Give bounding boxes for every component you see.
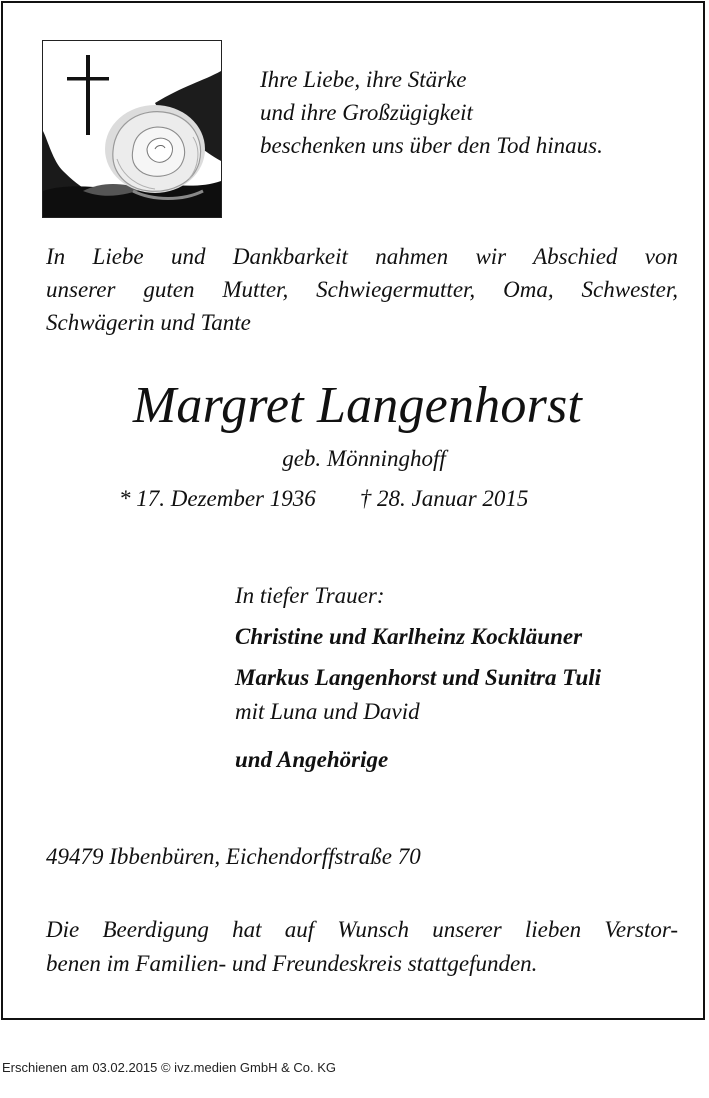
publication-footer: Erschienen am 03.02.2015 © ivz.medien GmbH & Co. KG	[2, 1060, 337, 1075]
relatives: und Angehörige	[235, 747, 389, 772]
intro-line: In Liebe und Dankbarkeit nahmen wir Abschied von	[46, 244, 678, 269]
mourner-name: Christine und Karlheinz Kockläuner	[235, 624, 583, 649]
mourner-name: Markus Langenhorst und Sunitra Tuli	[235, 665, 602, 690]
address: 49479 Ibbenbüren, Eichendorffstraße 70	[46, 844, 421, 869]
funeral-line: benen im Familien- und Freundeskreis stattgefunden.	[46, 951, 538, 976]
rose-icon	[43, 41, 221, 217]
motto	[260, 63, 603, 162]
deceased-name: Margret Langenhorst	[132, 377, 583, 434]
death-date: † 28. Januar 2015	[359, 486, 529, 511]
mourner-children: mit Luna und David	[235, 699, 420, 724]
motto-line: und ihre Großzügigkeit	[260, 100, 473, 125]
intro-line: Schwägerin und Tante	[46, 310, 251, 335]
life-dates	[119, 482, 528, 516]
obituary-frame	[1, 1, 705, 1020]
birth-name: geb. Mönninghoff	[282, 446, 446, 471]
intro-line: unserer guten Mutter, Schwiegermutter, Oma, Schwester,	[46, 277, 678, 302]
motto-line: beschenken uns über den Tod hinaus.	[260, 133, 603, 158]
motto-line: Ihre Liebe, ihre Stärke	[260, 67, 467, 92]
funeral-note	[46, 913, 678, 981]
birth-date: * 17. Dezember 1936	[119, 486, 316, 511]
mourning-heading: In tiefer Trauer:	[235, 583, 385, 608]
cross-rose-image	[42, 40, 222, 218]
intro-text	[46, 240, 678, 339]
cross-icon	[67, 55, 109, 135]
funeral-line: Die Beerdigung hat auf Wunsch unserer lieben Verstor-	[46, 917, 678, 942]
